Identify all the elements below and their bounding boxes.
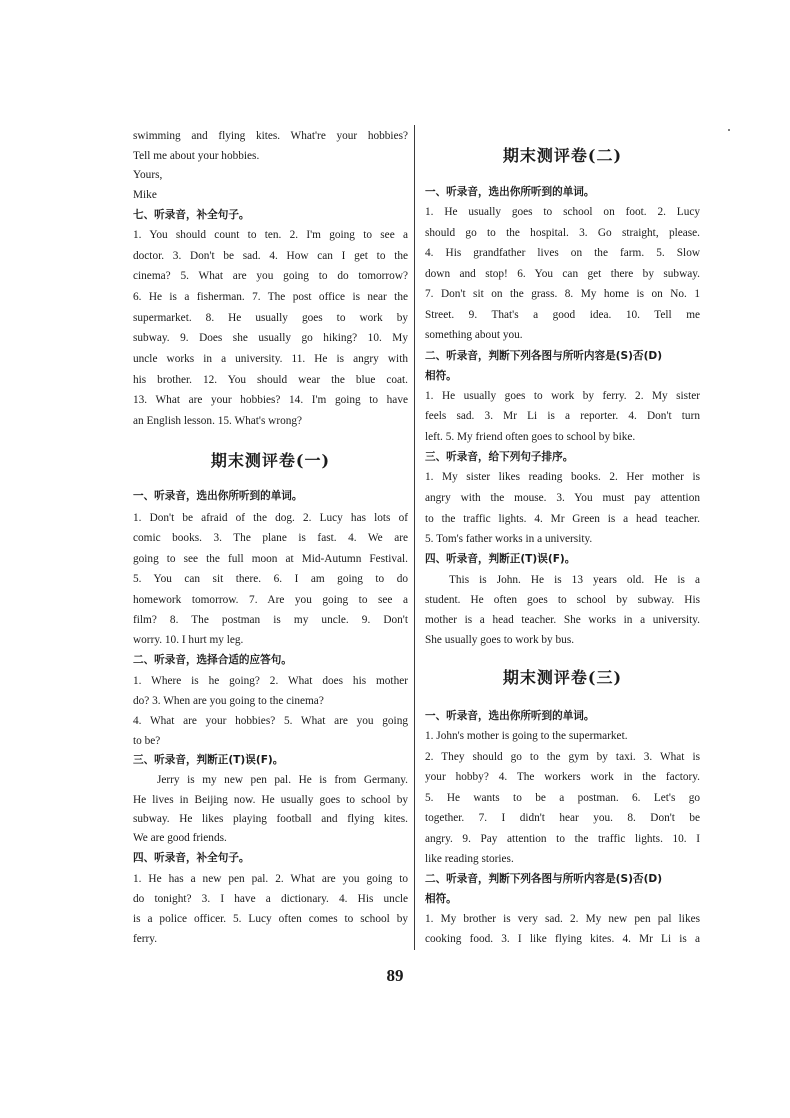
text-line: supermarket. 8. He usually goes to work by [133, 312, 408, 324]
text-line: 5. You can sit there. 6. I am going to do [133, 573, 408, 585]
text-line: 1. My brother is very sad. 2. My new pen pal likes [425, 913, 700, 925]
text-line: his brother. 12. You should wear the blue coat. [133, 374, 408, 386]
text-line: your hobby? 4. The workers work in the factory. [425, 771, 700, 783]
text-line: down and stop! 6. You can get there by subway. [425, 268, 700, 280]
text-line: 1. He has a new pen pal. 2. What are you going to [133, 873, 408, 885]
text-line: feels sad. 3. Mr Li is a reporter. 4. Don't turn [425, 410, 700, 422]
text-line: 5. He wants to be a postman. 6. Let's go [425, 792, 700, 804]
text-line: 4. What are your hobbies? 5. What are you going [133, 715, 408, 727]
text-line: 13. What are your hobbies? 14. I'm going to have [133, 394, 408, 406]
text-line: do? 3. When are you going to the cinema? [133, 695, 324, 707]
text-line: together. 7. I didn't hear you. 8. Don't be [425, 812, 700, 824]
text-line: student. He often goes to school by subway. His [425, 594, 700, 606]
text-line: We are good friends. [133, 832, 227, 844]
text-line: Mike [133, 189, 157, 201]
text-line: 1. He usually goes to school on foot. 2. Lucy [425, 206, 700, 218]
text-line: 1. My sister likes reading books. 2. Her mother is [425, 471, 700, 483]
text-line: subway. 9. Does she usually go hiking? 10. My [133, 332, 408, 344]
text-line: an English lesson. 15. What's wrong? [133, 415, 303, 427]
text-line: This is John. He is 13 years old. He is a [449, 574, 700, 586]
text-line: Street. 9. That's a good idea. 10. Tell me [425, 309, 700, 321]
text-line: 1. John's mother is going to the supermarket. [425, 730, 628, 742]
text-line: 1. Don't be afraid of the dog. 2. Lucy has lots of [133, 512, 408, 524]
text-line: homework tomorrow. 7. Are you going to see a [133, 594, 408, 606]
section-heading: 相符。 [425, 370, 457, 382]
text-line: subway. He likes playing football and flying kites. [133, 813, 408, 825]
text-line: 1. He usually goes to work by ferry. 2. My sister [425, 390, 700, 402]
text-line: angry. 9. Pay attention to the traffic lights. 10. I [425, 833, 700, 845]
text-line: comic books. 3. The plane is fast. 4. We are [133, 532, 408, 544]
section-heading: 四、听录音，判断正(T)误(F)。 [425, 553, 576, 565]
exam-title: 期末测评卷(二) [502, 146, 623, 165]
exam-title: 期末测评卷(三) [502, 668, 623, 687]
text-line: cooking food. 3. I like flying kites. 4. Mr Li is a [425, 933, 700, 945]
text-line: angry with the mouse. 3. You must pay attention [425, 492, 700, 504]
text-line: 2. They should go to the gym by taxi. 3. What is [425, 751, 700, 763]
page-number: 89 [386, 966, 404, 985]
section-heading: 相符。 [425, 893, 457, 905]
text-line: cinema? 5. What are you going to do tomorrow? [133, 270, 408, 282]
text-line: Jerry is my new pen pal. He is from Germany. [157, 774, 408, 786]
text-line: left. 5. My friend often goes to school by bike. [425, 431, 636, 443]
text-line: should go to the hospital. 3. Go straight, please. [425, 227, 700, 239]
text-line: doctor. 3. Don't be sad. 4. How can I get to the [133, 250, 408, 262]
section-heading: 二、听录音，判断下列各图与所听内容是(S)否(D) [425, 350, 663, 362]
scan-speck [728, 129, 730, 131]
section-heading: 二、听录音，选择合适的应答句。 [133, 654, 292, 666]
text-line: is a police officer. 5. Lucy often comes to school by [133, 913, 408, 925]
text-line: do tonight? 3. I have a dictionary. 4. His uncle [133, 893, 408, 905]
text-line: 1. Where is he going? 2. What does his mother [133, 675, 408, 687]
text-line: He lives in Beijing now. He usually goes to school by [133, 794, 408, 806]
text-line: worry. 10. I hurt my leg. [133, 634, 244, 646]
section-heading: 一、听录音，选出你所听到的单词。 [425, 710, 595, 722]
column-divider [414, 125, 415, 950]
text-line: Tell me about your hobbies. [133, 150, 260, 162]
text-line: mother is a head teacher. She works in a university. [425, 614, 700, 626]
section-heading: 一、听录音，选出你所听到的单词。 [425, 186, 595, 198]
section-heading: 七、听录音，补全句子。 [133, 209, 250, 221]
text-line: 5. Tom's father works in a university. [425, 533, 593, 545]
text-line: uncle works in a university. 11. He is angry with [133, 353, 408, 365]
section-heading: 一、听录音，选出你所听到的单词。 [133, 490, 303, 502]
text-line: 7. Don't sit on the grass. 8. My home is on No. 1 [425, 288, 700, 300]
text-line: to be? [133, 735, 161, 747]
text-line: 1. You should count to ten. 2. I'm going to see a [133, 229, 408, 241]
text-line: to the traffic lights. 4. Mr Green is a head teacher. [425, 513, 700, 525]
text-line: ferry. [133, 933, 158, 945]
exam-title: 期末测评卷(一) [210, 451, 331, 470]
text-line: like reading stories. [425, 853, 514, 865]
section-heading: 二、听录音，判断下列各图与所听内容是(S)否(D) [425, 873, 663, 885]
text-line: something about you. [425, 329, 523, 341]
text-line: film? 8. The postman is my uncle. 9. Don't [133, 614, 408, 626]
text-line: swimming and flying kites. What're your hobbies? [133, 130, 408, 142]
text-line: She usually goes to work by bus. [425, 634, 575, 646]
text-line: 6. He is a fisherman. 7. The post office is near the [133, 291, 408, 303]
section-heading: 三、听录音，给下列句子排序。 [425, 451, 574, 463]
section-heading: 四、听录音，补全句子。 [133, 852, 250, 864]
text-line: Yours, [133, 169, 163, 181]
text-line: 4. His grandfather lives on the farm. 5. Slow [425, 247, 700, 259]
section-heading: 三、听录音，判断正(T)误(F)。 [133, 754, 284, 766]
text-line: going to see the full moon at Mid-Autumn Festival. [133, 553, 408, 565]
